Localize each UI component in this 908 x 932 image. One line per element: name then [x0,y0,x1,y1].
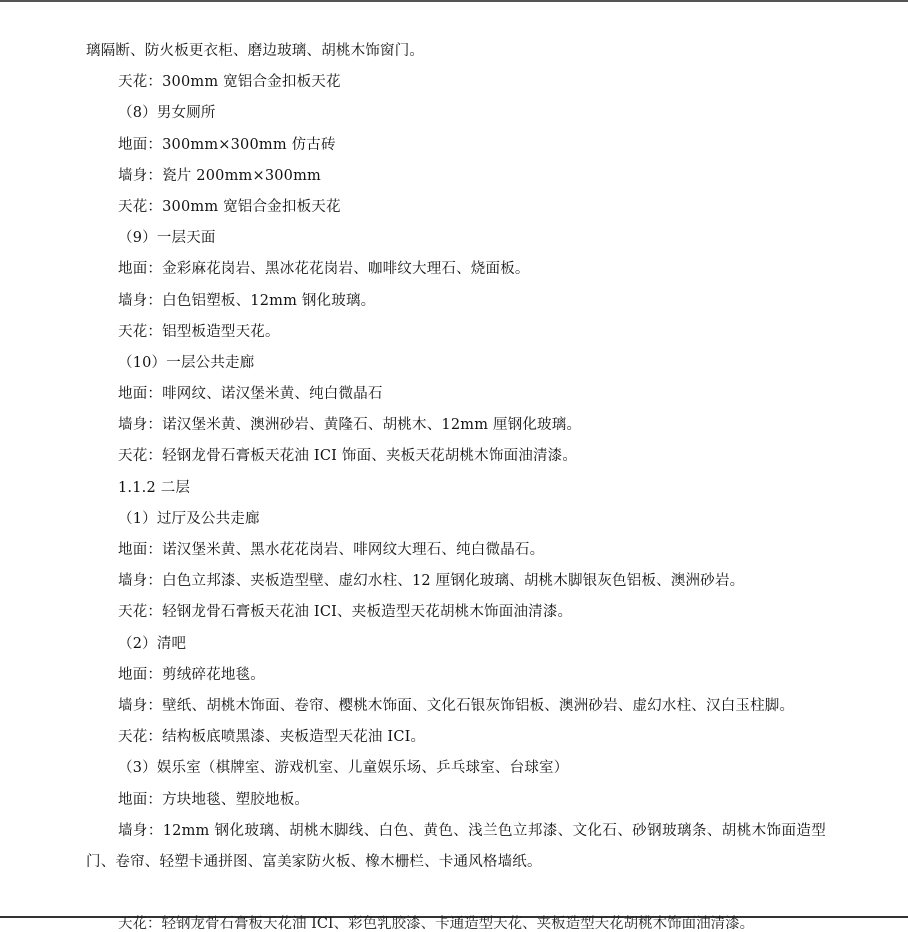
text-line: （3）娱乐室（棋牌室、游戏机室、儿童娱乐场、乒乓球室、台球室） [118,760,569,777]
text-line: 天花：铝型板造型天花。 [118,323,280,340]
cut-off-text-line: 天花：轻钢龙骨石膏板天花油 ICI、彩色乳胶漆、卡通造型天花、夹板造型天花胡桃木饰面油清漆。 [118,916,755,932]
text-line: 墙身：白色立邦漆、夹板造型壁、虚幻水柱、12 厘钢化玻璃、胡桃木脚银灰色铝板、澳洲砂岩。 [118,573,745,590]
document-page [86,36,826,878]
text-line: 天花：300mm 宽铝合金扣板天花 [118,74,341,91]
text-line: （9）一层天面 [118,230,216,247]
text-line: 天花：300mm 宽铝合金扣板天花 [118,198,341,215]
text-line: （10）一层公共走廊 [118,354,255,371]
paragraph-entertainment-walls: 墙身：12mm 钢化玻璃、胡桃木脚线、白色、黄色、浅兰色立邦漆、文化石、砂钢玻璃条、胡桃木饰面造型门、卷帘、轻塑卡通拼图、富美家防火板、橡木栅栏、卡通风格墙纸。 [86,822,826,870]
text-line: 墙身：白色铝塑板、12mm 钢化玻璃。 [118,292,376,309]
paragraph-bar-walls: 墙身：壁纸、胡桃木饰面、卷帘、樱桃木饰面、文化石银灰饰铝板、澳洲砂岩、虚幻水柱、汉白玉柱脚。 [118,697,795,714]
text-line: 地面：剪绒碎花地毯。 [118,666,265,683]
text-line: 地面：啡网纹、诺汉堡米黄、纯白微晶石 [118,386,383,403]
text-line: （1）过厅及公共走廊 [118,510,260,527]
text-line: 天花：轻钢龙骨石膏板天花油 ICI、夹板造型天花胡桃木饰面油清漆。 [118,604,573,621]
text-line: 地面：方块地毯、塑胶地板。 [118,791,310,808]
text-line: 1.1.2 二层 [118,479,191,496]
text-line: 地面：诺汉堡米黄、黑水花花岗岩、啡网纹大理石、纯白微晶石。 [118,542,545,558]
text-line: 璃隔断、防火板更衣柜、磨边玻璃、胡桃木饰窗门。 [86,43,425,59]
text-line: 墙身：诺汉堡米黄、澳洲砂岩、黄隆石、胡桃木、12mm 厘钢化玻璃。 [118,417,582,434]
text-line: 墙身：瓷片 200mm×300mm [118,167,322,184]
text-line: 地面：金彩麻花岗岩、黑冰花花岗岩、咖啡纹大理石、烧面板。 [118,261,530,278]
text-line: 天花：结构板底喷黑漆、夹板造型天花油 ICI。 [118,729,426,746]
text-block-main [86,36,826,691]
page-top-border [0,0,908,2]
text-block-entertainment [86,722,826,816]
text-line: 地面：300mm×300mm 仿古砖 [118,136,336,153]
text-line: （8）男女厕所 [118,105,216,122]
text-line: 天花：轻钢龙骨石膏板天花油 ICI 饰面、夹板天花胡桃木饰面油清漆。 [118,448,578,465]
text-line: （2）清吧 [118,635,187,652]
